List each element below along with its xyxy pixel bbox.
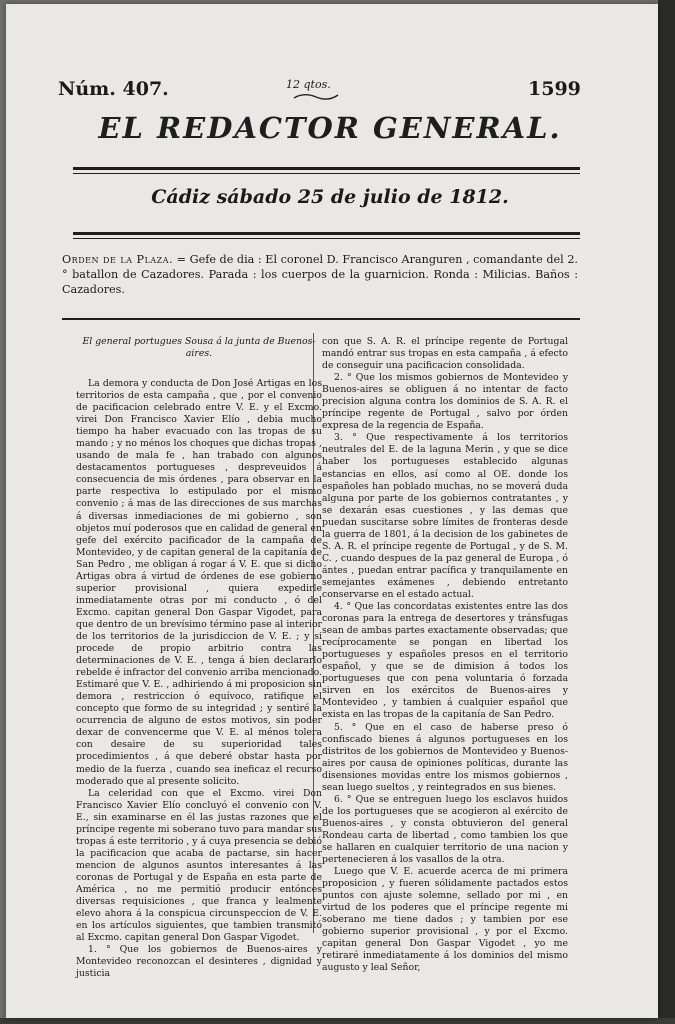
title-rule-thin (73, 173, 580, 174)
price-note: 12 qtos. (286, 78, 331, 91)
newspaper-title: EL REDACTOR GENERAL. (98, 111, 562, 145)
notice-text: = Gefe de dia : El coronel D. Francisco Aranguren , comandante del 2. ° batallon de Cazadores. Parada : los cuerpos de la guarnicion. Ronda : Milicias. Baños : Cazadores. (62, 253, 578, 297)
article-heading: El general portugues Sousa á la junta de Buenos-aires. (82, 336, 316, 359)
scan-dark-edge (658, 0, 675, 1024)
left-paragraph: 1. ° Que los gobiernos de Buenos-aires y Montevideo reconozcan el desinteres , dignidad y justicia (76, 944, 322, 980)
dateline-rule-thick (73, 232, 580, 235)
dateline-rule-thin (73, 238, 580, 239)
right-paragraph: Luego que V. E. acuerde acerca de mi primera proposicion , y fueren sólidamente pactados estos puntos con ajuste solemne, sellado por mi , en virtud de los poderes que el príncipe regente mi soberano me tiene dados ; y tambien por ese gobierno superior provisional , y por el Excmo. capitan general Don Gaspar Vigodet , yo me retiraré inmediatamente á los dominios del mismo augusto y leal Señor, (322, 866, 568, 974)
notice-label: Orden de la Plaza. (62, 253, 174, 266)
left-paragraph: La celeridad con que el Excmo. virei Don Francisco Xavier Elío concluyó el convenio con V. E., sin examinarse en él las justas razones que el príncipe regente mi soberano tuvo para mandar sus tropas á este territorio , y á cuya presencia se debió la pacificacion que acaba de pactarse, sin hacer mencion de algunos asuntos interesantes á las coronas de Portugal y de España en esta parte de América , no me permitió producir entónces diversas requisiciones , que franca y lealmente elevo ahora á la conspicua circunspeccion de V. E. en los artículos siguientes, que tambien transmitó al Excmo. capitan general Don Gaspar Vigodet. (76, 787, 322, 944)
right-paragraph: 6. ° Que se entreguen luego los esclavos huidos de los portugueses que se acogieron al exército de Buenos-aires , y consta obtuvieron del general Rondeau carta de libertad , como tambien los que se hallaren en cualquier territorio de una nacion y pertenecieren á los vasallos de la otra. (322, 793, 568, 866)
right-paragraph: 5. ° Que en el caso de haberse preso ó confiscado bienes á algunos portugueses en los distritos de los gobiernos de Montevideo y Buenos-aires por causa de opiniones políticas, durante las disensiones movidas entre los mismos gobiernos , sean luego sueltos , y reintegrados en sus bienes. (322, 721, 568, 793)
plaza-order-notice (62, 252, 578, 298)
right-paragraph: 3. ° Que respectivamente á los territorios neutrales del E. de la laguna Merin , y que se dice haber los portugueses establecido algunas estancias en ellos, así como al OE. donde los españoles han poblado muchas, no se moverá duda alguna por parte de los gobiernos contratantes , y se dexarán esas cuestiones , y las demas que puedan suscitarse sobre límites de fronteras desde la guerra de 1801, á la decision de los gabinetes de S. A. R. el príncipe regente de Portugal , y de S. M. C. , cuando despues de la paz general de Europa , ó ántes , puedan entrar pacífica y tranquilamente en semejantes exámenes , debiendo entretanto conservarse en el estado actual. (322, 432, 568, 600)
scan-bottom-edge (0, 1018, 675, 1024)
right-column (322, 336, 568, 974)
dateline: Cádiz sábado 25 de julio de 1812. (151, 186, 509, 208)
right-paragraph: 4. ° Que las concordatas existentes entre las dos coronas para la entrega de desertores y tránsfugas sean de ambas partes exactamente observadas; que recíprocamente se pongan en libertad los portugueses y españoles presos en el territorio español, y que se de dimision á todos los portugueses que con pena voluntaria ó forzada sirven en los exércitos de Buenos-aires y Montevideo , y tambien á cualquier español que exista en las tropas de la capitanía de San Pedro. (322, 601, 568, 721)
right-paragraph: con que S. A. R. el príncipe regente de Portugal mandó entrar sus tropas en esta campaña , á efecto de conseguir una pacificacion consolidada. (322, 336, 568, 372)
left-column (76, 336, 322, 980)
flourish-ornament (292, 92, 340, 102)
notice-rule (62, 318, 580, 320)
issue-number: Núm. 407. (58, 78, 169, 100)
right-paragraph: 2. ° Que los mismos gobiernos de Montevideo y Buenos-aires se obliguen á no intentar de facto precision alguna contra los dominios de S. A. R. el príncipe regente de Portugal , salvo por órden expresa de la regencia de España. (322, 372, 568, 432)
left-paragraph: La demora y conducta de Don José Artigas en los territorios de esta campaña , que , por el convenio de pacificacion celebrado entre V. E. y el Excmo. virei Don Francisco Xavier Elío , debia mucho tiempo ha haber evacuado con las tropas de su mando ; y no ménos los choques que dichas tropas , usando de mala fe , han trabado con algunos destacamentos portugueses , despreveuidos á consecuencia de mis órdenes , para observar en la parte respectiva lo estipulado por el mismo convenio ; á mas de las direcciones de sus marchas á diversas inmediaciones de mi gobierno , son objetos muí poderosos que en calidad de general en gefe del exército pacificador de la campaña de Montevideo, y de capitan general de la capitanía de San Pedro , me obligan á rogar á V. E. que si dicho Artigas obra á virtud de órdenes de ese gobierno superior provisional , quiera expedirle inmediatamente otras por mi conducto , ó del Excmo. capitan general Don Gaspar Vigodet, para que dentro de un brevísimo término pase al interior de los territorios de la jurisdiccion de V. E. ; y si procede de propio arbitrio contra las determinaciones de V. E. , tenga á bien declararlo rebelde é infractor del convenio arriba mencionado. Estimaré que V. E. , adhiriendo á mi proposicion sin demora , restriccion ó equívoco, ratifique el concepto que formo de su integridad ; y sentiré la ocurrencia de alguno de estos motivos, sin poder dexar de convencerme que V. E. al ménos tolera con desaire de su superioridad tales procedimientos , á que deberé obstar hasta por medio de la fuerza , cuando sea ineficaz el recurso moderado que al presente solicito. (76, 378, 322, 787)
title-rule-thick (73, 167, 580, 170)
page-number: 1599 (528, 78, 581, 100)
